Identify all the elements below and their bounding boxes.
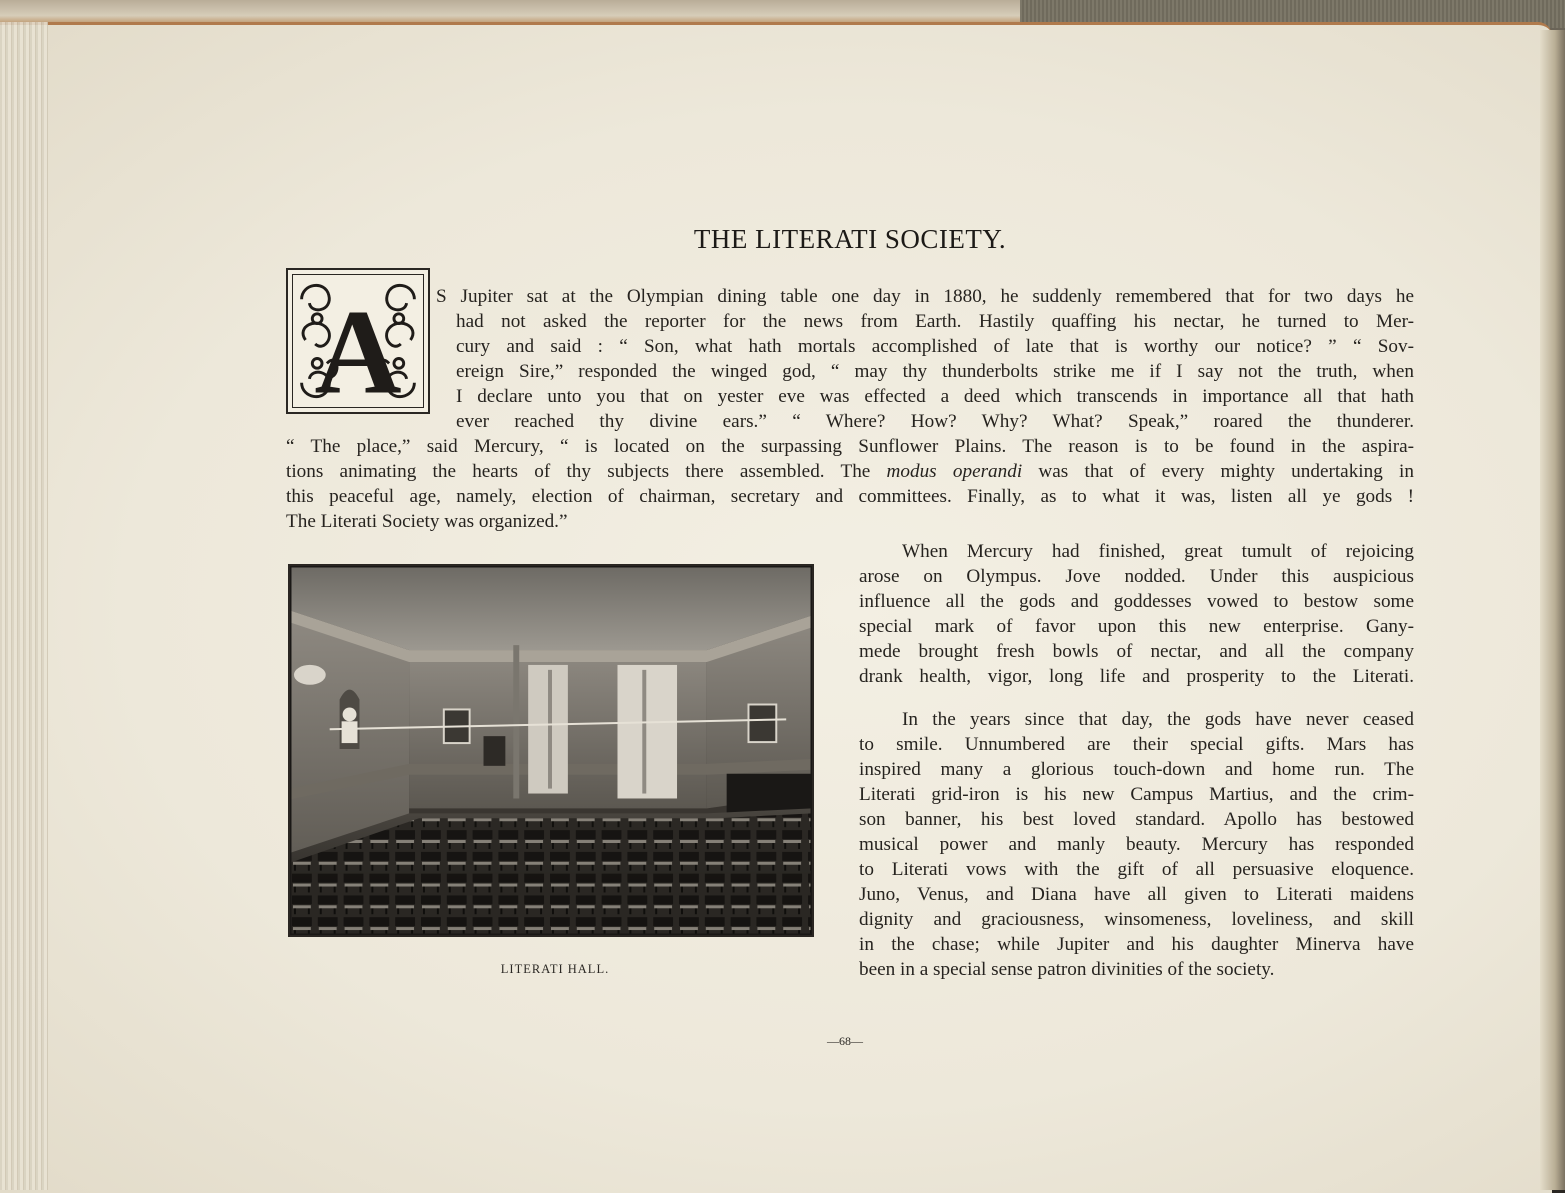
text-line: been in a special sense patron divinities of the society. [859, 959, 1275, 980]
text-line: Juno, Venus, and Diana have all given to Literati maidens [859, 884, 1414, 905]
text-line: “ The place,” said Mercury, “ is located on the surpassing Sunflower Plains. The reason is to be found in the aspira- [286, 436, 1414, 457]
text-line: influence all the gods and goddesses vowed to bestow some [859, 591, 1414, 612]
literati-hall-photo [288, 564, 814, 937]
page-right-edge [1540, 30, 1565, 1190]
photo-caption: LITERATI HALL. [500, 962, 610, 976]
text-line: son banner, his best loved standard. Apollo has bestowed [859, 809, 1414, 830]
ornamental-drop-cap [286, 268, 430, 414]
page-stack-edge [0, 22, 48, 1190]
page-title: THE LITERATI SOCIETY. [693, 224, 1007, 254]
page-number: —68— [827, 1034, 863, 1048]
text-line: to Literati vows with the gift of all persuasive eloquence. [859, 859, 1414, 880]
text-line: to smile. Unnumbered are their special gifts. Mars has [859, 734, 1414, 755]
text-line: this peaceful age, namely, election of chairman, secretary and committees. Finally, as to what it was, listen all ye gods ! [286, 486, 1414, 507]
text-line: Literati grid-iron is his new Campus Martius, and the crim- [859, 784, 1414, 805]
text-line: In the years since that day, the gods have never ceased [902, 709, 1414, 730]
text-line: S Jupiter sat at the Olympian dining table one day in 1880, he suddenly remembered that for two days he [436, 286, 1414, 307]
svg-text:A: A [314, 286, 402, 412]
text-line-with-italic: tions animating the hearts of thy subjects there assembled. The modus operandi was that of every mighty undertaking in [286, 461, 1414, 482]
text-line: arose on Olympus. Jove nodded. Under this auspicious [859, 566, 1414, 587]
text-line: had not asked the reporter for the news from Earth. Hastily quaffing his nectar, he turned to Mer- [456, 311, 1414, 332]
text-line: musical power and manly beauty. Mercury has responded [859, 834, 1414, 855]
text-line: special mark of favor upon this new enterprise. Gany- [859, 616, 1414, 637]
text-line: cury and said : “ Son, what hath mortals accomplished of late that is worthy our notice? ” “ Sov- [456, 336, 1414, 357]
text-line: in the chase; while Jupiter and his daughter Minerva have [859, 934, 1414, 955]
text-line: I declare unto you that on yester eve was effected a deed which transcends in importance all that hath [456, 386, 1414, 407]
text-line: When Mercury had finished, great tumult of rejoicing [902, 541, 1414, 562]
text-line: ereign Sire,” responded the winged god, “ may thy thunderbolts strike me if I say not the truth, when [456, 361, 1414, 382]
text-line: dignity and graciousness, winsomeness, loveliness, and skill [859, 909, 1414, 930]
text-line: inspired many a glorious touch-down and home run. The [859, 759, 1414, 780]
text-line: The Literati Society was organized.” [286, 511, 568, 532]
text-line: drank health, vigor, long life and prosperity to the Literati. [859, 666, 1414, 687]
text-line: ever reached thy divine ears.” “ Where? How? Why? What? Speak,” roared the thunderer. [456, 411, 1414, 432]
drop-cap-ornament-icon [288, 270, 428, 412]
text-line: mede brought fresh bowls of nectar, and all the company [859, 641, 1414, 662]
italic-phrase: modus operandi [886, 461, 1023, 482]
